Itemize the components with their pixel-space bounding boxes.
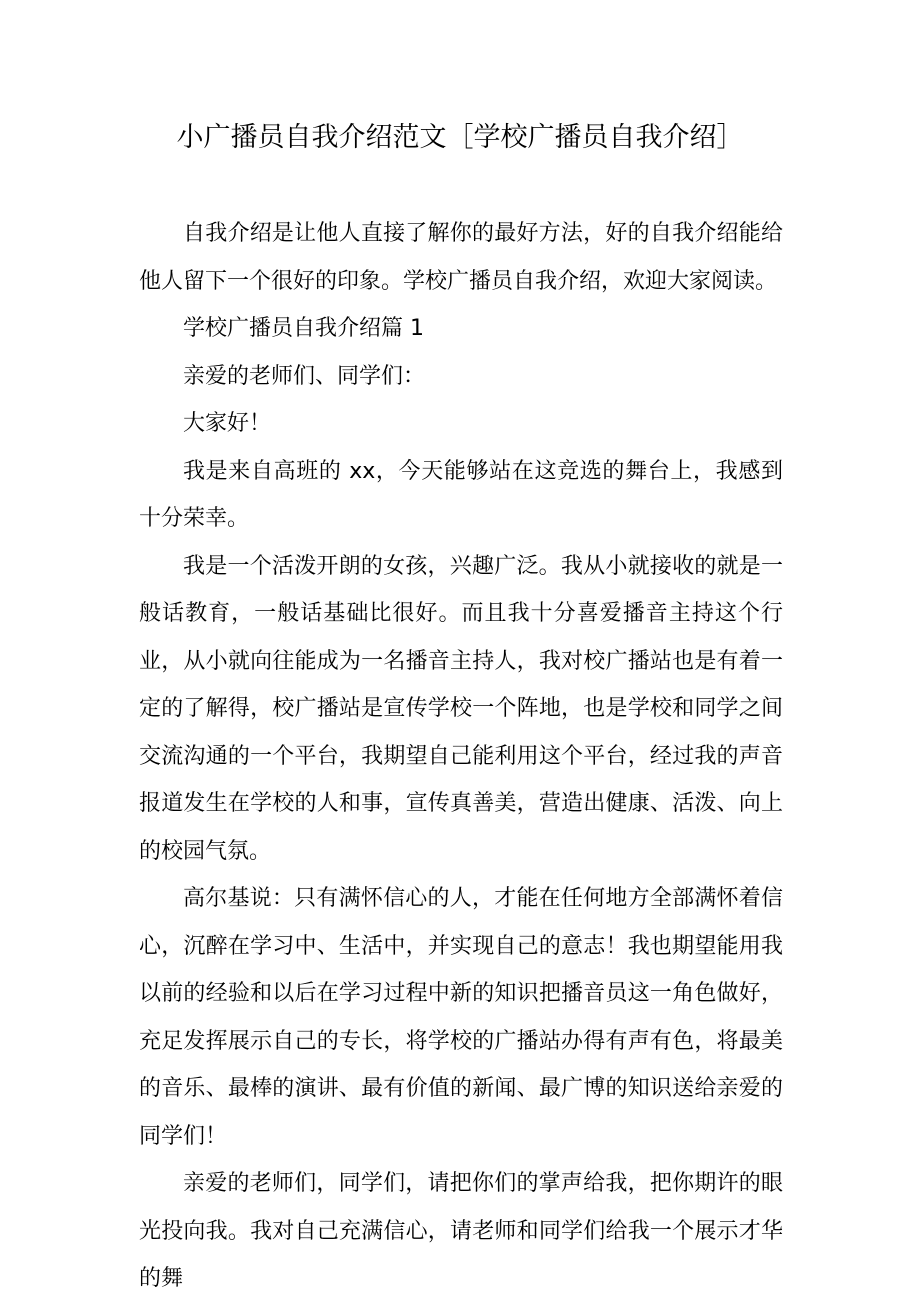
document-title: 小广播员自我介绍范文［学校广播员自我介绍］ bbox=[176, 122, 744, 153]
paragraph-section-heading: 学校广播员自我介绍篇 1 bbox=[183, 316, 424, 341]
paragraph-greeting: 大家好！ bbox=[183, 411, 272, 436]
paragraph-personality: 我是一个活泼开朗的女孩，兴趣广泛。我从小就接收的就是一般话教育，一般话基础比很好。而且我十分喜爱播音主持这个行业，从小就向往能成为一名播音主持人，我对校广播站也是有着一定的了解得，校广播站是宣传学校一个阵地，也是学校和同学之间交流沟通的一个平台，我期望自己能利用这个平台，经过我的声音报道发生在学校的人和事，宣传真善美，营造出健康、活泼、向上的校园气氛。 bbox=[139, 553, 783, 864]
paragraph-closing: 亲爱的老师们，同学们，请把你们的掌声给我，把你期许的眼光投向我。我对自己充满信心，请老师和同学们给我一个展示才华的舞 bbox=[139, 1171, 783, 1291]
document-body bbox=[139, 210, 783, 1303]
paragraph-salutation: 亲爱的老师们、同学们： bbox=[183, 363, 426, 389]
paragraph-intro: 自我介绍是让他人直接了解你的最好方法，好的自我介绍能给他人留下一个很好的印象。学校广播员自我介绍，欢迎大家阅读。 bbox=[139, 221, 783, 294]
paragraph-quote: 高尔基说：只有满怀信心的人，才能在任何地方全部满怀着信心，沉醉在学习中、生活中，并实现自己的意志！我也期望能用我以前的经验和以后在学习过程中新的知识把播音员这一角色做好，充足发挥展示自己的专长，将学校的广播站办得有声有色，将最美的音乐、最棒的演讲、最有价值的新闻、最广博的知识送给亲爱的同学们！ bbox=[139, 886, 783, 1149]
paragraph-self-intro: 我是来自高班的 xx，今天能够站在这竞选的舞台上，我感到十分荣幸。 bbox=[139, 458, 783, 531]
